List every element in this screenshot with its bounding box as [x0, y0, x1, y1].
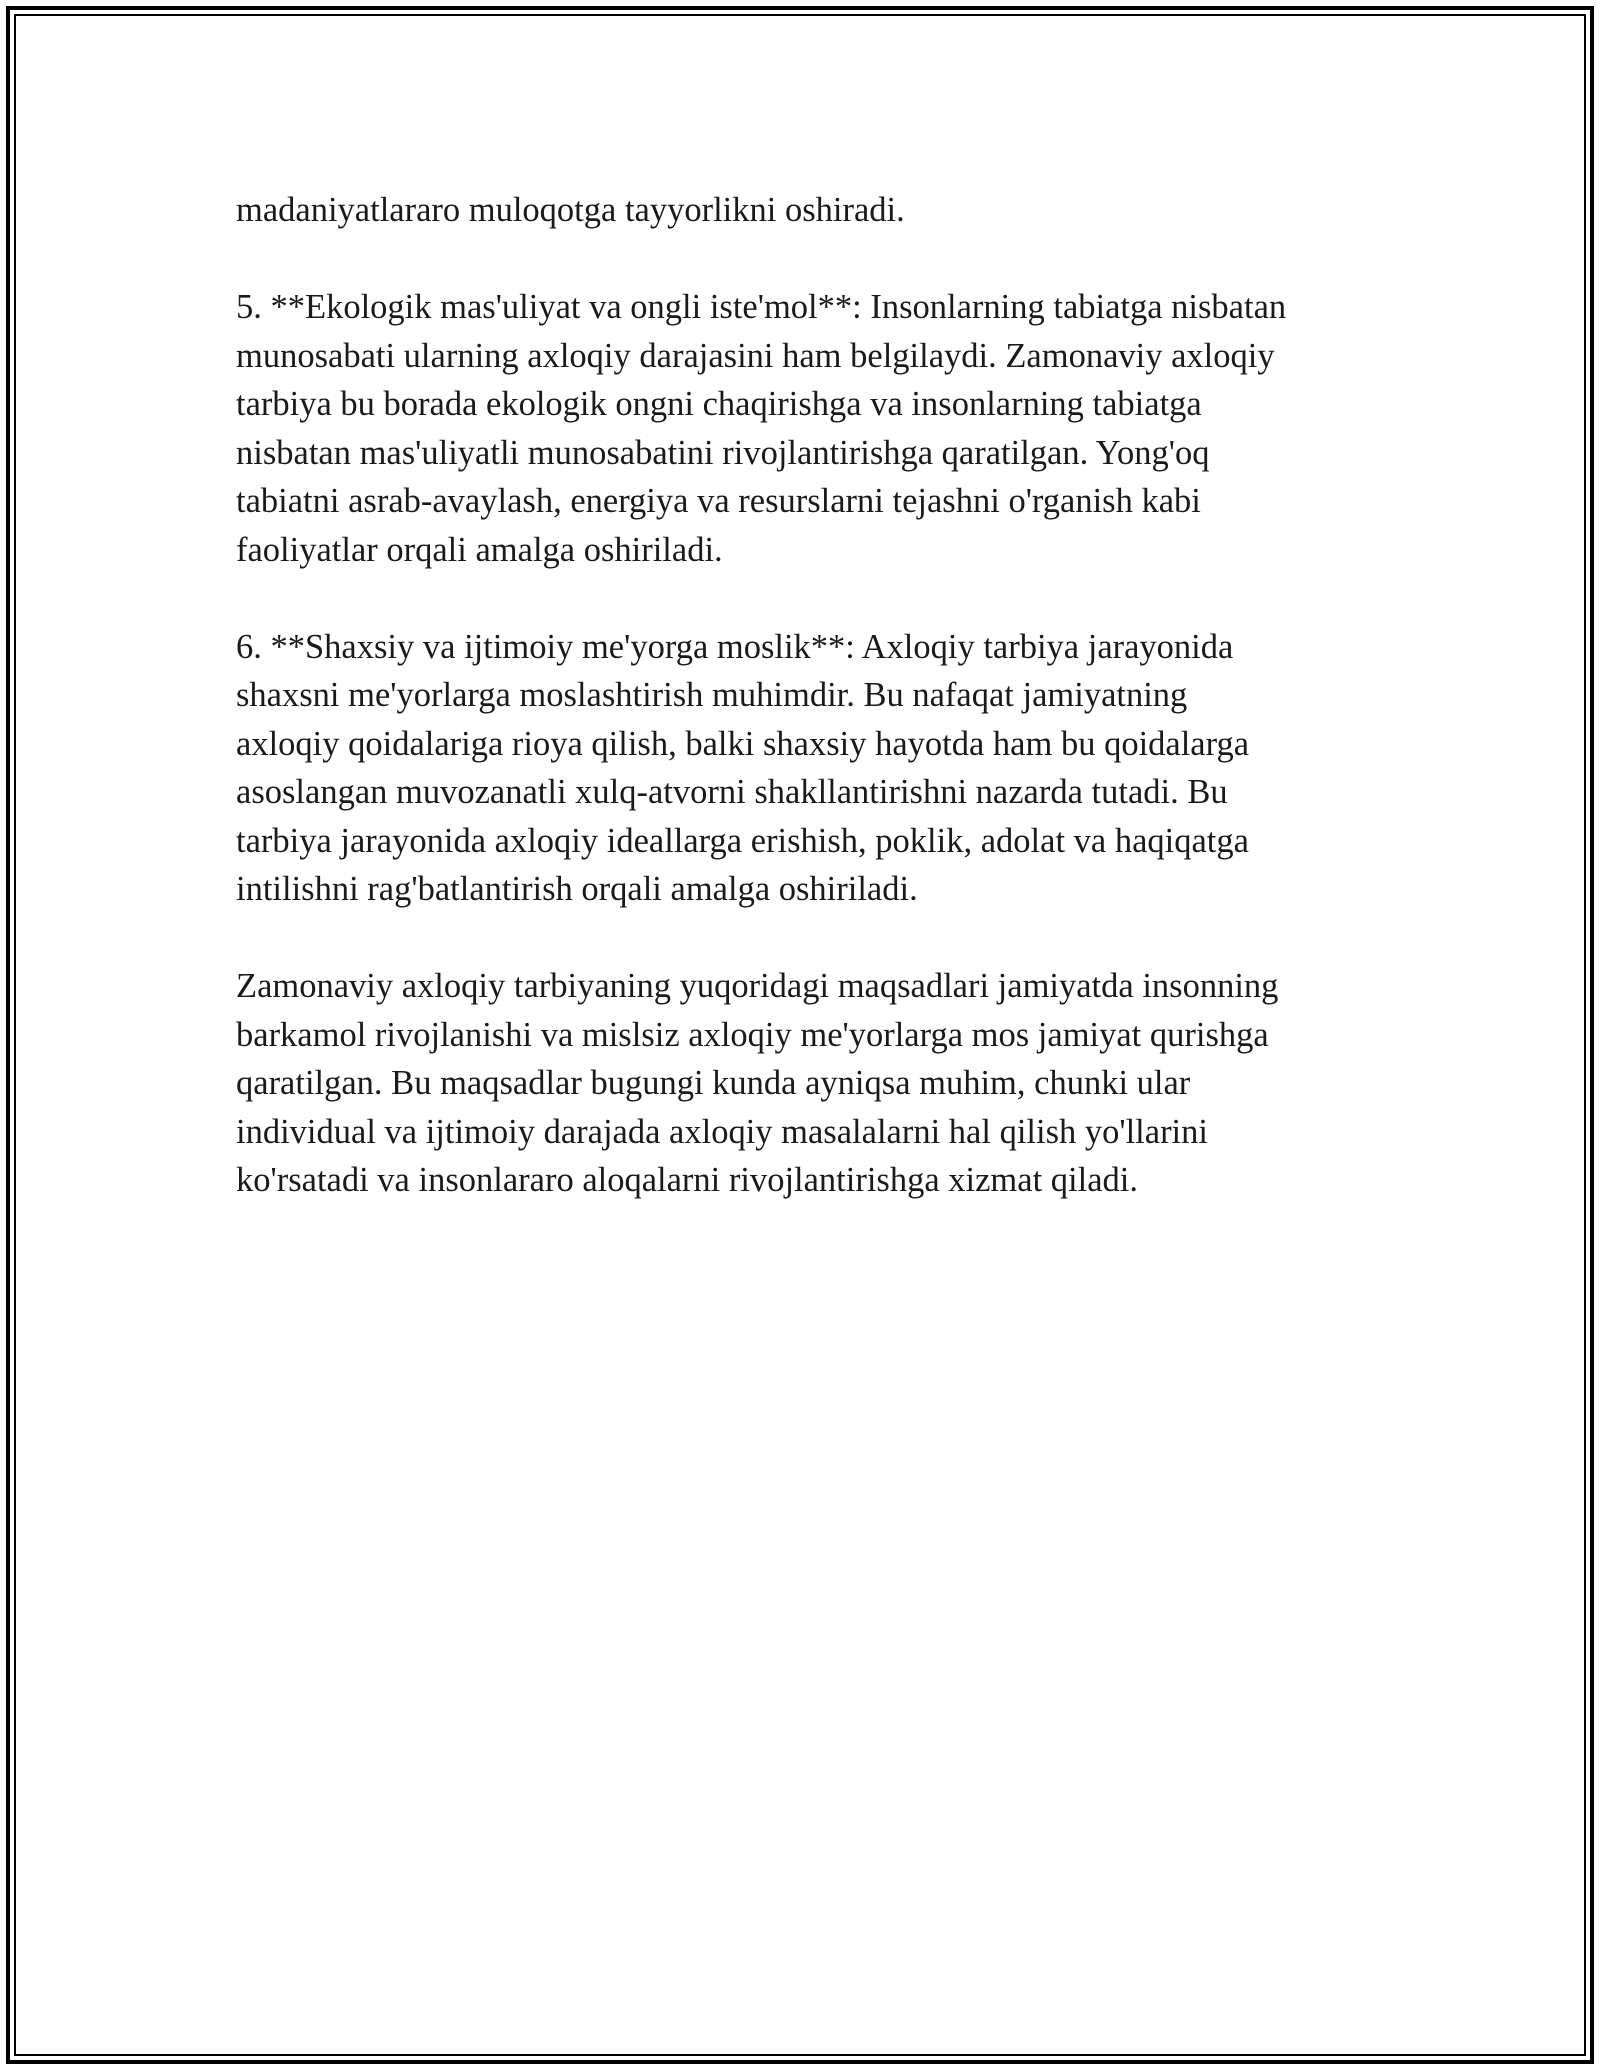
paragraph-continuation: madaniyatlararo muloqotga tayyorlikni oshiradi. — [236, 191, 905, 229]
document-body — [236, 186, 1376, 1253]
paragraph-item-6: 6. **Shaxsiy va ijtimoiy me'yorga moslik**: Axloqiy tarbiya jarayonida shaxsni me'yorlarga moslashtirish muhimdir. Bu nafaqat jamiyatning axloqiy qoidalariga rioya qilish, balki shaxsiy hayotda ham bu qoidalarga asoslangan muvozanatli xulq-atvorni shakllantirishni nazarda tutadi. Bu tarbiya jarayonida axloqiy ideallarga erishish, poklik, adolat va haqiqatga intilishni rag'batlantirish orqali amalga oshiriladi. — [236, 627, 1250, 908]
paragraph-conclusion: Zamonaviy axloqiy tarbiyaning yuqoridagi maqsadlari jamiyatda insonning barkamol rivojlanishi va mislsiz axloqiy me'yorlarga mos jamiyat qurishga qaratilgan. Bu maqsadlar bugungi kunda ayniqsa muhim, chunki ular individual va ijtimoiy darajada axloqiy masalalarni hal qilish yo'llarini ko'rsatadi va insonlararo aloqalarni rivojlantirishga xizmat qiladi. — [236, 967, 1279, 1199]
paragraph-item-5: 5. **Ekologik mas'uliyat va ongli iste'mol**: Insonlarning tabiatga nisbatan munosabati ularning axloqiy darajasini ham belgilaydi. Zamonaviy axloqiy tarbiya bu borada ekologik ongni chaqirishga va insonlarning tabiatga nisbatan mas'uliyatli munosabatini rivojlantirishga qaratilgan. Yong'oq tabiatni asrab-avaylash, energiya va resurslarni tejashni o'rganish kabi faoliyatlar orqali amalga oshiriladi. — [236, 288, 1287, 569]
